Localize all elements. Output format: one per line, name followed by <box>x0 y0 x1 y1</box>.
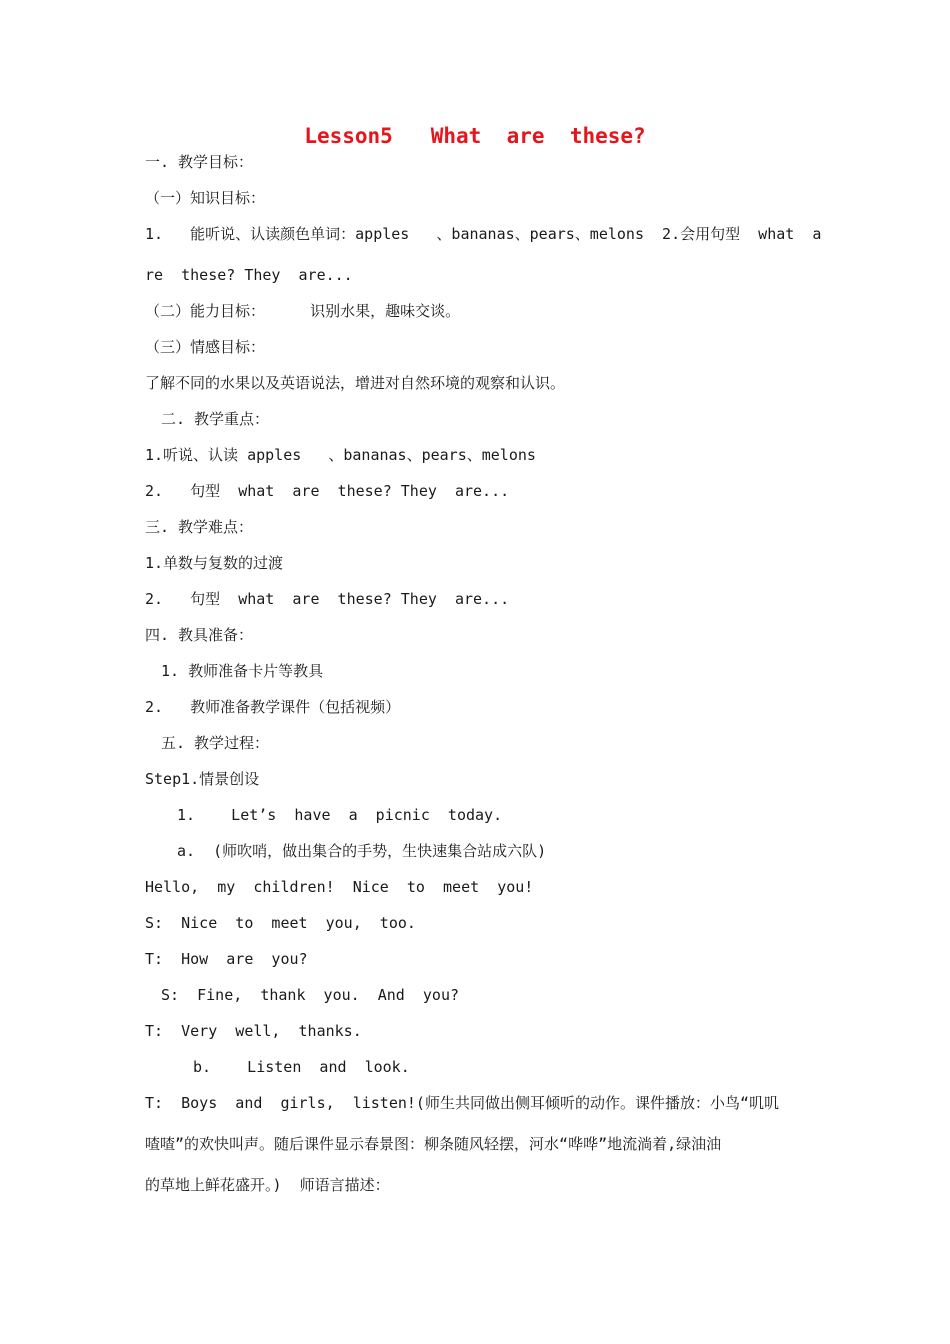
text-line: 1.单数与复数的过渡 <box>145 554 284 572</box>
text-line: 喳喳”的欢快叫声。随后课件显示春景图：柳条随风轻摆，河水“哗哗”地流淌着,绿油油 <box>145 1135 722 1153</box>
text-line: 1. 能听说、认读颜色单词：apples 、bananas、pears、melons 2.会用句型 what a <box>145 225 822 243</box>
text-line: 2. 教师准备教学课件（包括视频） <box>145 698 401 716</box>
text-line: 2. 句型 what are these? They are... <box>145 482 510 500</box>
text-line: 二. 教学重点： <box>161 410 270 428</box>
text-line: 五. 教学过程： <box>161 734 270 752</box>
text-line: （二）能力目标： 识别水果，趣味交谈。 <box>145 302 461 320</box>
text-line: S: Nice to meet you, too. <box>145 914 416 932</box>
text-line: 一. 教学目标： <box>145 153 254 171</box>
text-line: （三）情感目标： <box>145 338 266 356</box>
text-line: S: Fine, thank you. And you? <box>161 986 460 1004</box>
text-line: 1.听说、认读 apples 、bananas、pears、melons <box>145 446 536 464</box>
text-line: a. (师吹哨，做出集合的手势，生快速集合站成六队) <box>177 842 547 860</box>
text-line: 三. 教学难点： <box>145 518 254 536</box>
text-line: （一）知识目标： <box>145 189 266 207</box>
text-line: T: Boys and girls, listen!(师生共同做出侧耳倾听的动作。课件播放：小鸟“叽叽 <box>145 1094 779 1112</box>
text-line: Hello, my children! Nice to meet you! <box>145 878 534 896</box>
text-line: 了解不同的水果以及英语说法，增进对自然环境的观察和认识。 <box>145 374 566 392</box>
text-line: Step1.情景创设 <box>145 770 260 788</box>
page-title: Lesson5 What are these? <box>304 124 646 148</box>
text-line: 的草地上鲜花盛开。) 师语言描述： <box>145 1176 390 1194</box>
text-line: 2. 句型 what are these? They are... <box>145 590 510 608</box>
text-line: T: Very well, thanks. <box>145 1022 362 1040</box>
text-line: re these? They are... <box>145 266 353 284</box>
text-line: 1. Let’s have a picnic today. <box>177 806 503 824</box>
text-line: 1. 教师准备卡片等教具 <box>161 662 324 680</box>
text-line: 四. 教具准备： <box>145 626 254 644</box>
text-line: b. Listen and look. <box>193 1058 410 1076</box>
text-line: T: How are you? <box>145 950 308 968</box>
